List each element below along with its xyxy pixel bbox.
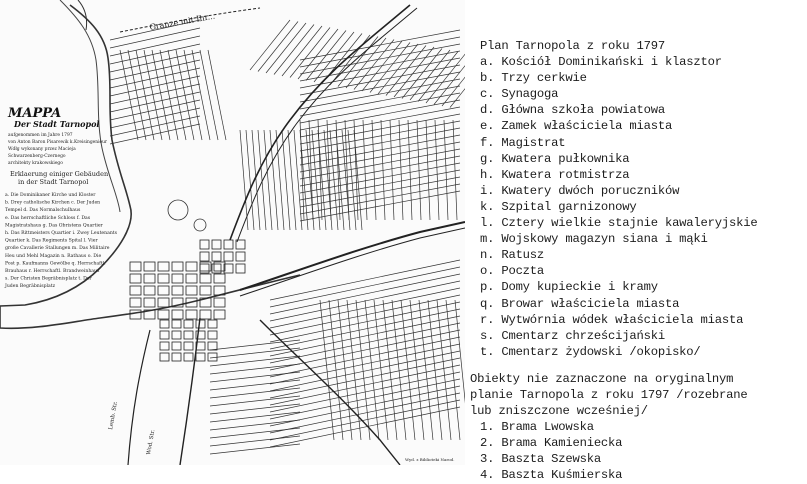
map-key-line: e. Das herrschaftliche Schloss f. Das <box>5 215 91 221</box>
map-key-line: Post p. Kaufmanns Gewölbe q. Herrschaftl. <box>5 261 106 267</box>
legend-extra-item: 4. Baszta Kuśmierska <box>480 468 623 483</box>
map-key-line: Heu und Mehl Magazin n. Rathaus o. Die <box>5 253 102 259</box>
legend-item: m. Wojskowy magazyn siana i mąki <box>480 232 708 247</box>
legend-item: p. Domy kupieckie i kramy <box>480 280 658 295</box>
legend-note-line: planie Tarnopola z roku 1797 /rozebrane <box>470 387 748 402</box>
legend-item: f. Magistrat <box>480 135 566 150</box>
explanation-title-1: Erklaerung einiger Gebäuden <box>10 170 109 178</box>
map-key-line: Juden Begräbnisplatz <box>5 284 55 290</box>
legend-items <box>470 54 805 360</box>
map-author-line: architekty krakowskiego <box>8 161 63 166</box>
legend-item: i. Kwatery dwóch poruczników <box>480 183 680 198</box>
map-key-line: s. Der Christen Begräbnisplatz t. Der <box>5 276 92 282</box>
map-key-line: Brauhaus r. Herrschaftl. Brandweinhaus <box>5 269 100 274</box>
legend-note-line: lub zniszczone wcześniej/ <box>470 404 648 419</box>
legend-title: Plan Tarnopola z roku 1797 <box>480 39 665 53</box>
map-key-line: große Cavallerie Stallungen m. Das Militaire <box>5 246 110 252</box>
legend-item: b. Trzy cerkwie <box>480 71 587 86</box>
map-key-line: a. Die Dominikaner Kirche und Kloster <box>5 193 96 198</box>
map-author-line: von Anton Baron Pisarewik k.Kreisingenieur <box>8 140 108 145</box>
legend-item: n. Ratusz <box>480 248 545 263</box>
legend-extra-items <box>470 419 805 483</box>
legend-item: g. Kwatera pułkownika <box>480 151 630 166</box>
map-key-line: Quartier k. Das Regiments Spital l. Vier <box>5 238 98 244</box>
legend-item: l. Cztery wielkie stajnie kawaleryjskie <box>480 216 758 231</box>
legend-extra-item: 3. Baszta Szewska <box>480 452 601 467</box>
legend-item: h. Kwatera rotmistrza <box>480 167 630 182</box>
explanation-title-2: in der Stadt Tarnopol <box>18 178 89 186</box>
map-key-line: h. Das Rittmeisters Quartier i. Zwey Leutenants <box>5 231 118 236</box>
map-author-line: aufgenommen im Jahre 1797 <box>8 133 73 138</box>
legend-panel <box>470 38 805 484</box>
legend-item: a. Kościół Dominikański i klasztor <box>480 55 722 70</box>
legend-item: d. Główna szkoła powiatowa <box>480 103 665 118</box>
legend-item: t. Cmentarz żydowski /okopisko/ <box>480 344 701 359</box>
border-label: Granze mit Ihr... <box>148 11 216 32</box>
map-title: MAPPA <box>8 106 62 121</box>
legend-item: k. Szpital garnizonowy <box>480 199 637 214</box>
legend-item: r. Wytwórnia wódek właściciela miasta <box>480 312 744 327</box>
legend-note-line: Obiekty nie zaznaczone na oryginalnym <box>470 371 734 386</box>
legend-item: q. Browar właściciela miasta <box>480 296 680 311</box>
legend-extra-item: 2. Brama Kamieniecka <box>480 436 623 451</box>
road-label-1: Lemb. Str. <box>108 400 119 431</box>
map-subtitle: Der Stadt Tarnopol <box>14 119 100 129</box>
legend-extra-item: 1. Brama Lwowska <box>480 420 594 435</box>
road-label-2: Wod. Str. <box>146 429 157 456</box>
map-author-line: Schwarzenberg-Czernego <box>8 154 66 159</box>
legend-item: o. Poczta <box>480 264 545 279</box>
legend-note <box>470 371 805 419</box>
map-key-line: Magistratshaus g. Das Obristens Quartier <box>5 223 103 229</box>
map-author-line: Wdłg wykonany przez Macieja <box>8 147 76 152</box>
legend-item: c. Synagoga <box>480 87 559 102</box>
map-key-line: b. Drey catholische Kirchen c. Der Juden <box>5 200 101 206</box>
legend-item: s. Cmentarz chrześcijański <box>480 328 665 343</box>
legend-item: e. Zamek właściciela miasta <box>480 119 673 134</box>
map-imprint: Wyd. z Biblioteki Narod. <box>405 457 455 462</box>
map-key-line: Tempel d. Das Normalschulhaus <box>5 208 81 214</box>
